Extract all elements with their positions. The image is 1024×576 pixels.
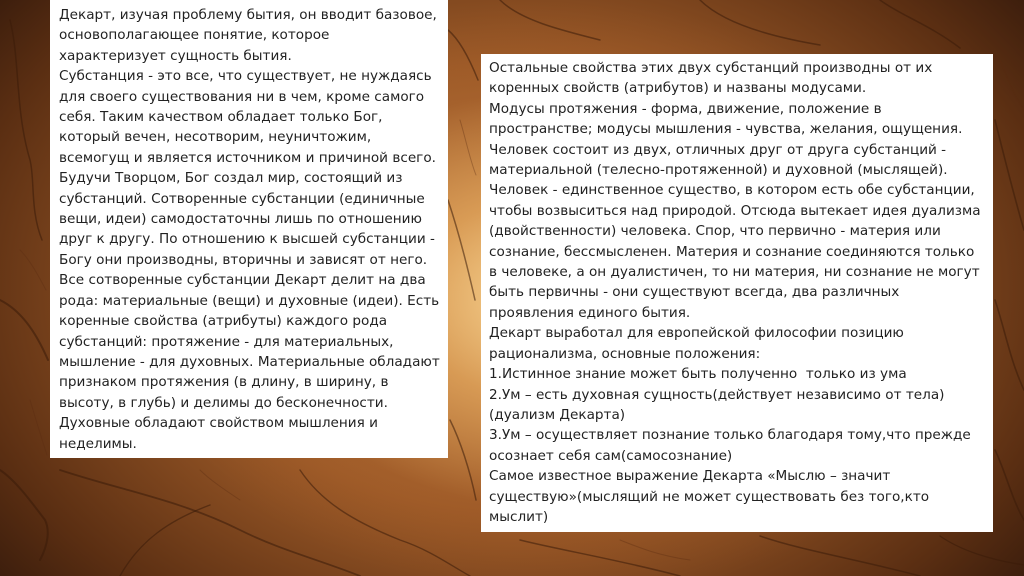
right-paragraph: Самое известное выражение Декарта «Мыслю – значит существую»(мыслящий не может существовать без того,кто мыслит) bbox=[489, 468, 934, 525]
right-list-item: 2.Ум – есть духовная сущность(действует независимо от тела) (дуализм Декарта) bbox=[489, 386, 949, 423]
left-text-panel bbox=[50, 0, 448, 458]
right-paragraph: Остальные свойства этих двух субстанций производны от их коренных свойств (атрибутов) и названы модусами. bbox=[489, 60, 937, 97]
right-text-panel bbox=[481, 54, 993, 532]
left-paragraph: Все сотворенные субстанции Декарт делит на два рода: материальные (вещи) и духовные (идеи). Есть коренные свойства (атрибуты) каждого рода субстанций: протяжение - для материальных, мышление - для духовных. Материальные обладают признаком протяжения (в длину, в ширину, в высоту, в глубь) и делимы до бесконечности. Духовные обладают свойством мышления и неделимы. bbox=[59, 272, 445, 452]
right-paragraph: Модусы протяжения - форма, движение, положение в пространстве; модусы мышления - чувства, желания, ощущения. bbox=[489, 100, 963, 138]
right-paragraph: Человек - единственное существо, в котором есть обе субстанции, чтобы возвыситься над природой. Отсюда вытекает идея дуализма (двойственности) человека. Спор, что первично - материя или сознание, бессмысленен. Материя и сознание соединяются только в человеке, а он дуалистичен, то ни материя, ни сознание не могут быть первичны - они существуют всегда, два различных проявления единого бытия. bbox=[489, 182, 985, 321]
left-paragraph: Декарт, изучая проблему бытия, он вводит базовое, основополагающее понятие, которое характеризует сущность бытия. bbox=[59, 7, 442, 64]
left-paragraph: Субстанция - это все, что существует, не нуждаясь для своего существования ни в чем, кроме самого себя. Таким качеством обладает только Бог, который вечен, несотворим, неуничтожим, всемогущ и является источником и причиной всего. Будучи Творцом, Бог создал мир, состоящий из субстанций. Сотворенные субстанции (единичные вещи, идеи) самодостаточны лишь по отношению друг к другу. По отношению к высшей субстанции - Богу они производны, вторичны и зависят от него. bbox=[59, 68, 441, 268]
right-list-item: 3.Ум – осуществляет познание только благодаря тому,что прежде осознает себя сам(самосознание) bbox=[489, 427, 976, 464]
right-paragraph: Декарт выработал для европейской философии позицию рационализма, основные положения: bbox=[489, 325, 909, 362]
right-paragraph: Человек состоит из двух, отличных друг от друга субстанций - материальной (телесно-протяженной) и духовной (мыслящей). bbox=[489, 141, 951, 179]
right-list-item: 1.Истинное знание может быть полученно только из ума bbox=[489, 366, 907, 383]
